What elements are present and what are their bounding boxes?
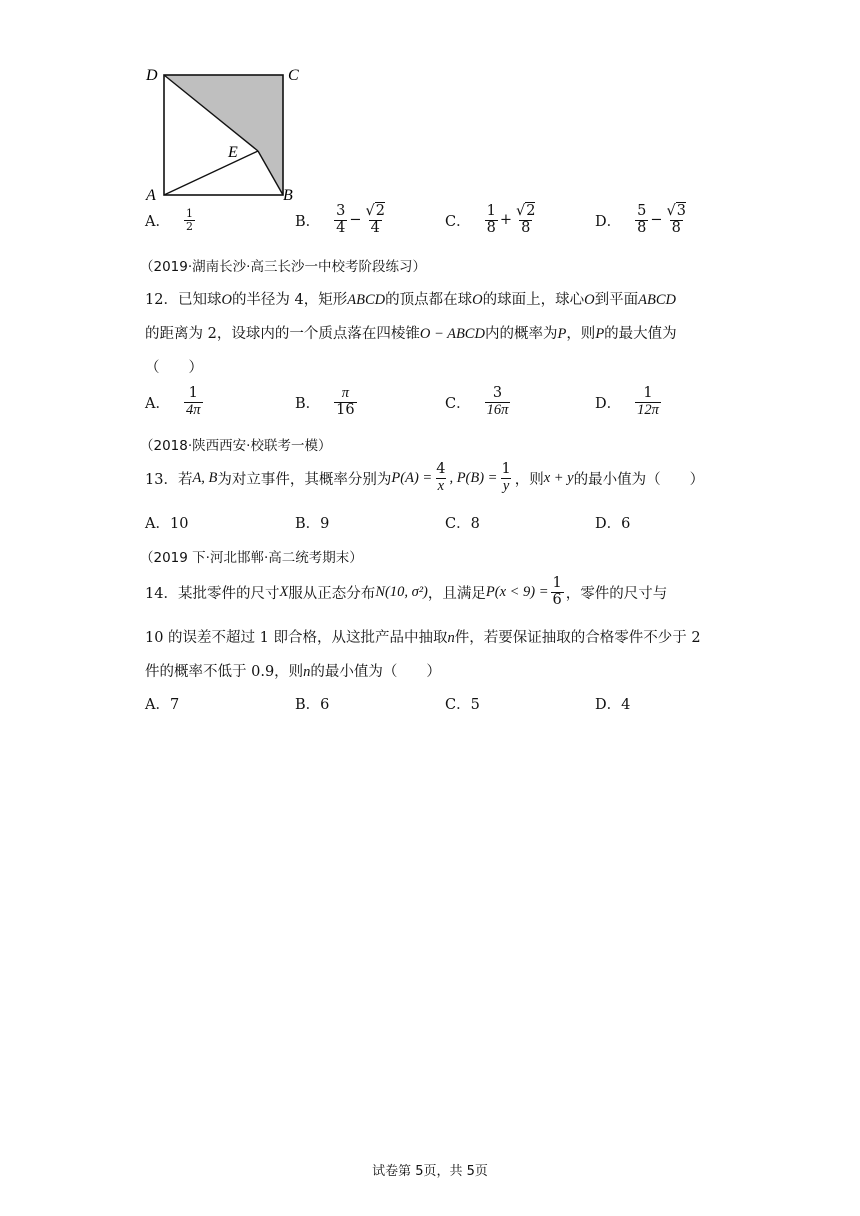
segment-ae	[164, 151, 258, 195]
q14-option-c[interactable]: C．5	[445, 697, 480, 713]
q14-line2: 10 的误差不超过 1 即合格，从这批产品中抽取n件，若要保证抽取的合格零件不少于 2	[145, 630, 701, 646]
q13-stem: 13．若 A, B 为对立事件，其概率分别为 P(A) = $\frac{4}{x}$ , P(B) = $\frac{1}{y}$ ，则 x + y 的最小值为（ ）	[145, 461, 705, 494]
q12-line1: 12．已知球O的半径为 4，矩形ABCD的顶点都在球O的球面上，球心O到平面ABCD	[145, 292, 676, 308]
q14-line1: 14．某批零件的尺寸 X 服从正态分布 N(10, σ²) ，且满足 P(x < 9) = $\frac{1}{6}$ ，零件的尺寸与	[145, 575, 668, 608]
q14-source: （2019 下·河北邯郸·高二统考期末）	[140, 550, 363, 566]
q13-source: （2018·陕西西安·校联考一模）	[140, 438, 332, 454]
q14-option-b[interactable]: B．6	[295, 697, 330, 713]
q12-option-d[interactable]: D． $\frac{1}{12\pi}$	[595, 385, 659, 418]
q13-option-b[interactable]: B．9	[295, 516, 330, 532]
q11-option-a[interactable]: A． $\frac{1}{2}$	[145, 207, 193, 234]
label-d: D	[146, 67, 158, 84]
q12-option-b[interactable]: B． $\frac{\pi}{16}$	[295, 385, 355, 418]
q11-option-d[interactable]: D． $\frac{5}{8}$ − $\frac{√3}{8}$	[595, 203, 687, 236]
shaded-region	[164, 75, 283, 195]
label-c: C	[288, 67, 299, 84]
q11-option-b[interactable]: B． $\frac{3}{4}$ − $\frac{√2}{4}$	[295, 203, 386, 236]
label-b: B	[283, 187, 293, 204]
q12-line2: 的距离为 2，设球内的一个质点落在四棱锥O − ABCD内的概率为P，则P的最大值为	[145, 326, 677, 342]
label-e: E	[228, 144, 238, 161]
q13-option-a[interactable]: A．10	[145, 516, 189, 532]
geometry-figure	[140, 60, 310, 205]
q14-option-a[interactable]: A．7	[145, 697, 180, 713]
q12-option-c[interactable]: C． $\frac{3}{16\pi}$	[445, 385, 509, 418]
q12-paren: （ ）	[145, 360, 203, 376]
page-footer: 试卷第 5页，共 5页	[372, 1164, 488, 1179]
label-a: A	[146, 187, 156, 204]
q14-line3: 件的概率不低于 0.9，则n的最小值为（ ）	[145, 664, 441, 680]
q12-option-a[interactable]: A． $\frac{1}{4\pi}$	[145, 385, 201, 418]
q13-option-c[interactable]: C．8	[445, 516, 480, 532]
q12-source: （2019·湖南长沙·高三长沙一中校考阶段练习）	[140, 259, 426, 275]
q11-option-c[interactable]: C． $\frac{1}{8}$ + $\frac{√2}{8}$	[445, 203, 536, 236]
q14-option-d[interactable]: D．4	[595, 697, 631, 713]
q13-option-d[interactable]: D．6	[595, 516, 631, 532]
